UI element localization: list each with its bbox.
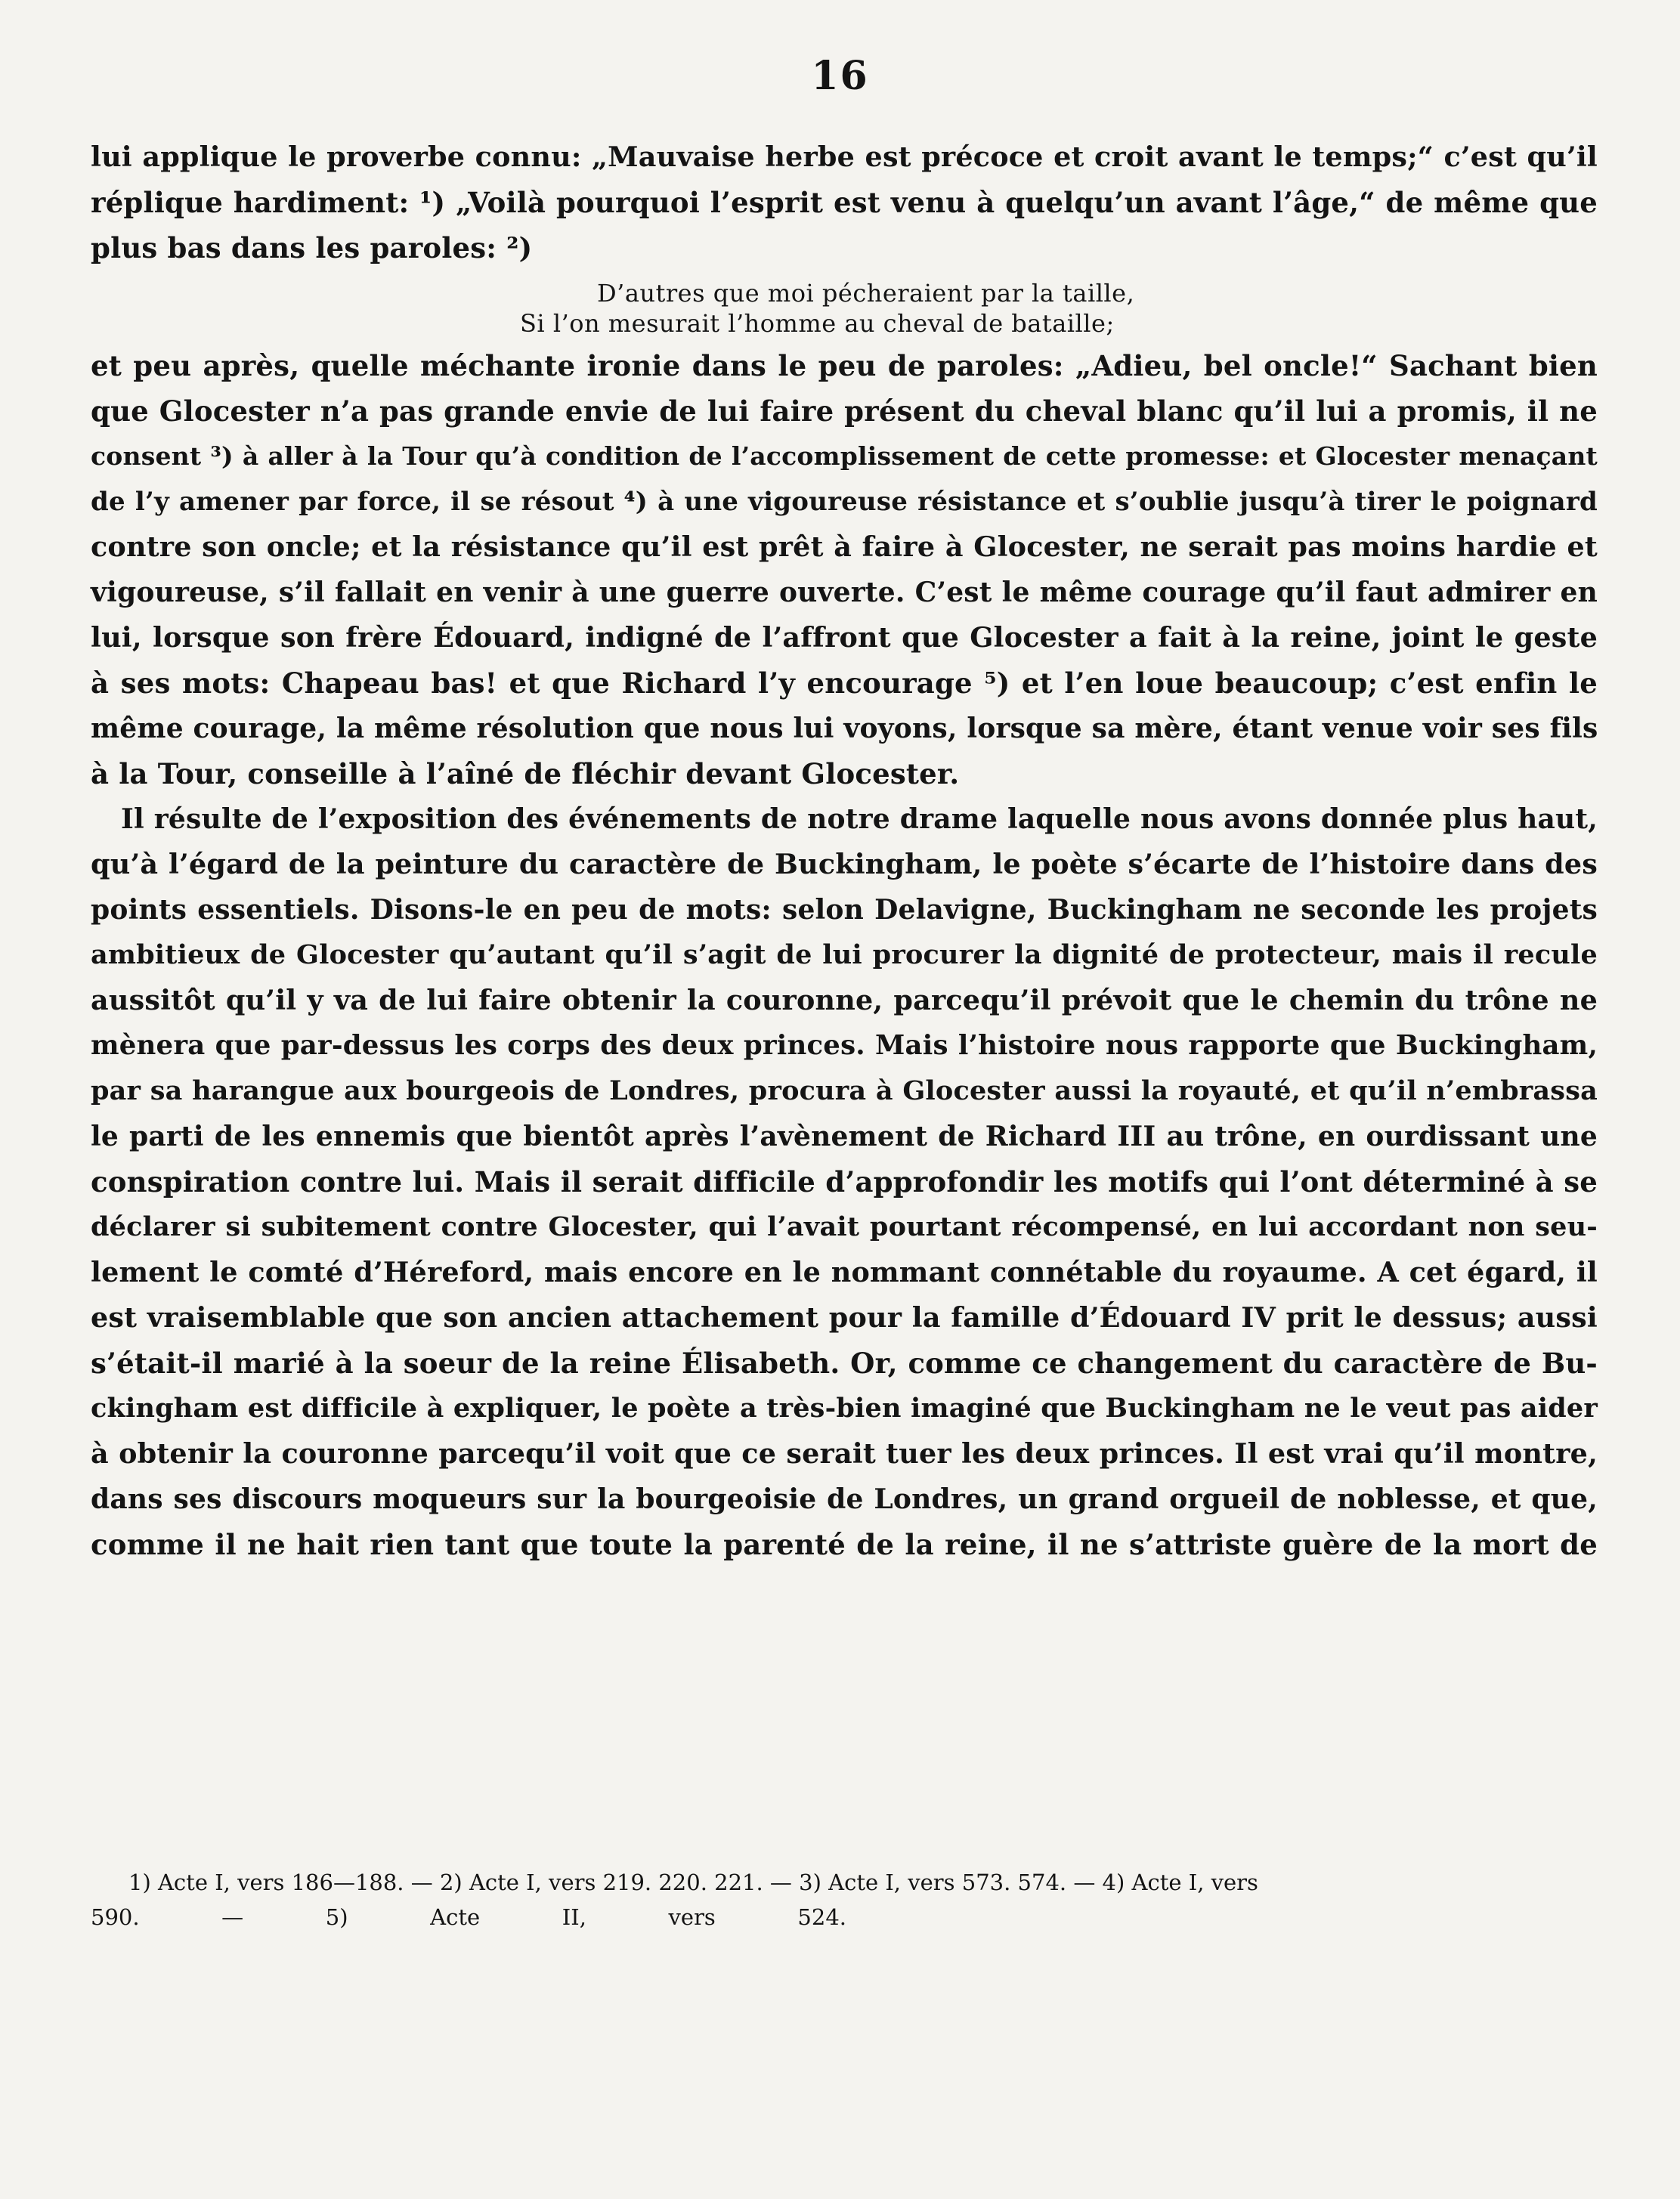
text-line: que Glocester n’a pas grande envie de lui faire présent du cheval blanc qu’il lui a promis, il ne — [91, 394, 1598, 428]
text-line: lui applique le proverbe connu: „Mauvaise herbe est précoce et croit avant le temps;“ c’est qu’il — [91, 141, 1598, 173]
text-line: conspiration contre lui. Mais il serait difficile d’approfondir les motifs qui l’ont déterminé à se — [91, 1165, 1598, 1198]
text-line: Il résulte de l’exposition des événements de notre drame laquelle nous avons donnée plus haut, — [121, 803, 1598, 835]
text-line: le parti de les ennemis que bientôt après l’avènement de Richard III au trône, en ourdissant une — [91, 1121, 1598, 1152]
text-line: dans ses discours moqueurs sur la bourgeoisie de Londres, un grand orgueil de noblesse, et que, — [91, 1483, 1598, 1515]
text-line: de l’y amener par force, il se résout ⁴) à une vigoureuse résistance et s’oublie jusqu’à tirer le poignard — [91, 487, 1598, 517]
text-line: aussitôt qu’il y va de lui faire obtenir la couronne, parcequ’il prévoit que le chemin du trône ne — [91, 984, 1598, 1016]
verse-line: Si l’on mesurait l’homme au cheval de bataille; — [520, 309, 1115, 338]
footnote-line: 1) Acte I, vers 186—188. — 2) Acte I, vers 219. 220. 221. — 3) Acte I, vers 573. 574. — 4) Acte I, vers — [128, 1870, 1258, 1895]
text-line: mènera que par-dessus les corps des deux princes. Mais l’histoire nous rapporte que Buckingham, — [91, 1030, 1598, 1061]
text-line: est vraisemblable que son ancien attachement pour la famille d’Édouard IV prit le dessus; aussi — [91, 1301, 1598, 1334]
text-line: contre son oncle; et la résistance qu’il est prêt à faire à Glocester, ne serait pas moins hardie et — [91, 530, 1598, 563]
text-line: déclarer si subitement contre Glocester, qui l’avait pourtant récompensé, en lui accordant non seu- — [91, 1211, 1598, 1242]
text-line: vigoureuse, s’il fallait en venir à une guerre ouverte. C’est le même courage qu’il faut admirer en — [91, 577, 1598, 608]
text-line: s’était-il marié à la soeur de la reine Élisabeth. Or, comme ce changement du caractère de Bu- — [91, 1347, 1598, 1380]
text-line: qu’à l’égard de la peinture du caractère de Buckingham, le poète s’écarte de l’histoire dans des — [91, 848, 1598, 880]
text-line: réplique hardiment: ¹) „Voilà pourquoi l’esprit est venu à quelqu’un avant l’âge,“ de même que — [91, 186, 1598, 219]
text-line: ambitieux de Glocester qu’autant qu’il s’agit de lui procurer la dignité de protecteur, mais il recule — [91, 939, 1598, 970]
text-line: consent ³) à aller à la Tour qu’à condition de l’accomplissement de cette promesse: et Glocester menaçant — [91, 441, 1598, 471]
text-line: ckingham est difficile à expliquer, le poète a très-bien imaginé que Buckingham ne le veut pas aider — [91, 1393, 1598, 1424]
text-line: plus bas dans les paroles: ²) — [91, 231, 533, 264]
text-line: par sa harangue aux bourgeois de Londres, procura à Glocester aussi la royauté, et qu’il n’embrassa — [91, 1075, 1598, 1106]
text-line: à obtenir la couronne parcequ’il voit que ce serait tuer les deux princes. Il est vrai qu’il montre, — [91, 1437, 1598, 1470]
text-line: à ses mots: Chapeau bas! et que Richard l’y encourage ⁵) et l’en loue beaucoup; c’est enfin le — [91, 667, 1598, 700]
page-number: 16 — [811, 53, 869, 99]
text-line: et peu après, quelle méchante ironie dans le peu de paroles: „Adieu, bel oncle!“ Sachant bien — [91, 349, 1598, 382]
footnote-line: 590. — 5) Acte II, vers 524. — [91, 1904, 846, 1930]
verse-line: D’autres que moi pécheraient par la taille, — [597, 279, 1135, 308]
footnotes — [91, 1865, 1598, 1935]
text-line: à la Tour, conseille à l’aîné de fléchir devant Glocester. — [91, 757, 960, 790]
text-line: points essentiels. Disons-le en peu de mots: selon Delavigne, Buckingham ne seconde les projets — [91, 894, 1598, 926]
text-line: même courage, la même résolution que nous lui voyons, lorsque sa mère, étant venue voir ses fils — [91, 713, 1598, 744]
text-line: lement le comté d’Héreford, mais encore en le nommant connétable du royaume. A cet égard, il — [91, 1256, 1598, 1288]
text-line: lui, lorsque son frère Édouard, indigné de l’affront que Glocester a fait à la reine, joint le geste — [91, 621, 1598, 654]
text-line: comme il ne hait rien tant que toute la parenté de la reine, il ne s’attriste guère de la mort de — [91, 1528, 1598, 1561]
body-text — [91, 135, 1598, 1567]
